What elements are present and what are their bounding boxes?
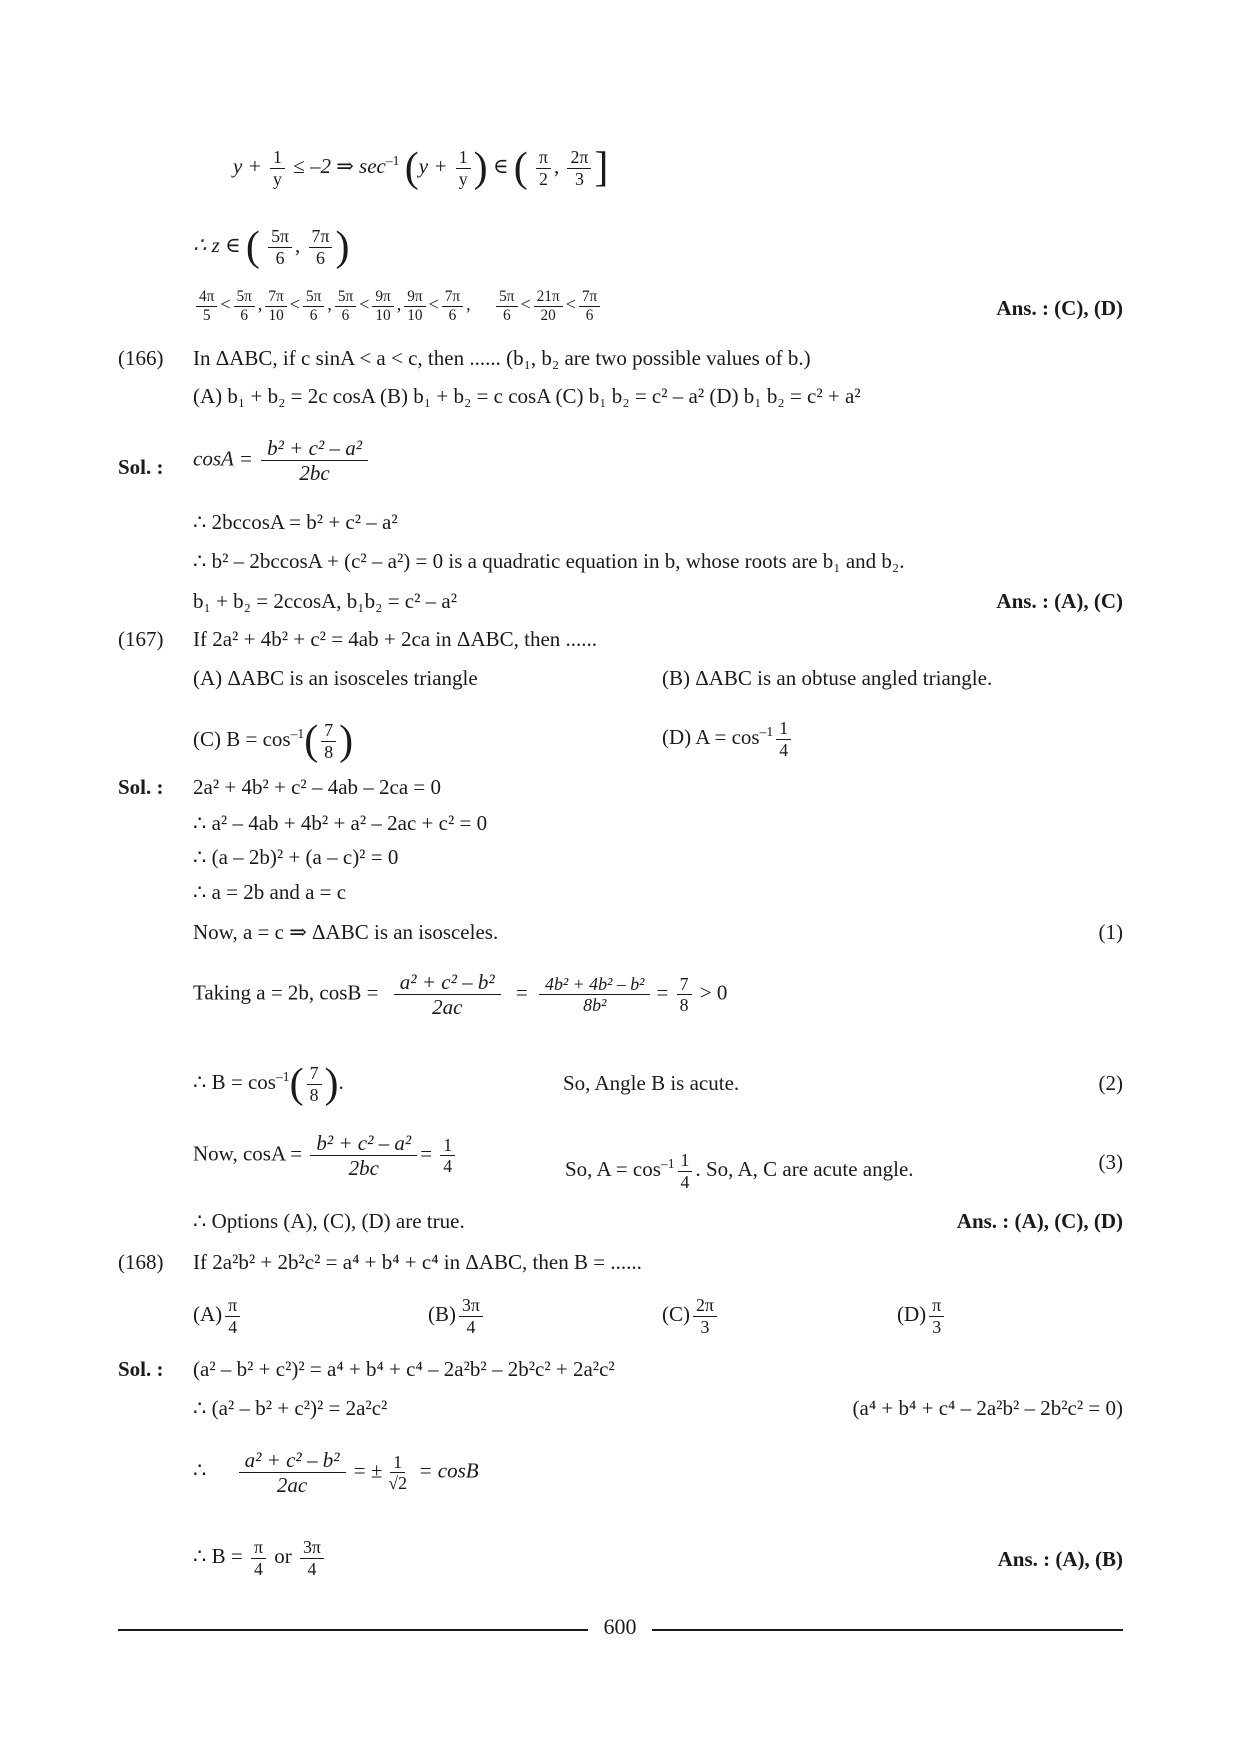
fraction: $\frac{5\pi}{6}$ [496,288,517,324]
footer-rule-left [118,1629,588,1631]
option-d: (D) $A = \cos^{-1}$ $\frac{1}{4}$ [662,718,794,760]
solution-line: Now, a = c ⇒ ΔABC is an isosceles. [193,920,499,944]
fraction: $\frac{\text{a² + c² – b²}}{2ac}$ [394,970,501,1019]
operator: < [520,294,531,315]
operator: , [466,294,494,315]
solution-label: Sol. : [118,1357,164,1381]
operator: < [289,294,300,315]
fraction: $\frac{\text{b² + c² – a²}}{2bc}$ [310,1131,417,1180]
solution-line: (a² – b² + c²)² = a⁴ + b⁴ + c⁴ – 2a²b² – 2b²c² + 2a²c² [193,1357,615,1381]
solution-line: Taking a = 2b, cosB = $\frac{\text{a² + c² – b²}}{2ac}$ = $\frac{\text{4b² + 4b² – b²}}{\text{8b²}}$ = $\frac{7}{8}$ > 0 [193,970,728,1020]
fraction: $\frac{7\pi}{10}$ [265,288,286,324]
option-d: (D) $\frac{\pi}{3}$ [897,1295,947,1337]
fraction: $\frac{3\pi}{4}$ [300,1537,324,1579]
top-line-2: ∴ z ∈ ( $\frac{5\pi}{6}$ , $\frac{7\pi}{6}$ ) [193,224,350,270]
solution-line: ∴ a = 2b and a = c [193,880,347,904]
solution-line: ∴ (a² – b² + c²)² = 2a²c² [193,1396,388,1420]
fraction: $\frac{7}{8}$ [307,1063,322,1105]
solution-line: ∴ (a – 2b)² + (a – c)² = 0 [193,845,399,869]
answer-label: Ans. : (A), (C) [996,589,1123,613]
fraction: $\frac{3\pi}{4}$ [459,1295,483,1337]
solution-line: ∴ B = $\frac{\pi}{4}$ or $\frac{3\pi}{4}$ [193,1537,327,1579]
solution-line: b₁ + b₂ = 2ccosA, b₁b₂ = c² – a² [193,589,458,613]
question-options: (A) b₁ + b₂ = 2c cosA (B) b₁ + b₂ = c cosA (C) b₁ b₂ = c² – a² (D) b₁ b₂ = c² + a² [193,384,861,408]
option-b: (B) $\frac{3\pi}{4}$ [428,1295,486,1337]
fraction: $\frac{\text{a² + c² – b²}}{2ac}$ [239,1448,346,1497]
fraction: $\frac{2\pi}{3}$ [567,147,591,189]
fraction: $\frac{9\pi}{10}$ [372,288,393,324]
option-b: (B) ΔABC is an obtuse angled triangle. [662,666,993,690]
question-number: (166) [118,346,164,370]
fraction: $\frac{4\pi}{5}$ [196,288,217,324]
top-line-1: y + $\frac{1}{y}$ ≤ –2 ⇒ $\sec^{-1} (y$ + $\frac{1}{y}$ ) ∈ ( $\frac{\pi}{2}$ , $\frac{2\pi}{3}$ ] [233,145,609,191]
fraction: $\frac{\pi}{2}$ [536,147,551,189]
question-text: If 2a²b² + 2b²c² = a⁴ + b⁴ + c⁴ in ΔABC, then B = ...... [193,1250,642,1274]
top-line-3 [193,288,603,324]
solution-line: Now, cosA = $\frac{\text{b² + c² – a²}}{2bc}$ = $\frac{1}{4}$ [193,1131,458,1180]
solution-line: 2a² + 4b² + c² – 4ab – 2ca = 0 [193,775,442,799]
equation-number: (2) [1098,1071,1123,1095]
operator: , [257,294,263,315]
fraction: $\frac{7}{8}$ [321,720,336,762]
fraction: $\frac{7\pi}{6}$ [309,226,333,268]
solution-label: Sol. : [118,775,164,799]
page-number: 600 [603,1614,637,1639]
equation-number: (3) [1098,1150,1123,1174]
solution-line: ∴ $\frac{\text{a² + c² – b²}}{2ac}$ = ± $\frac{1}{√2}$ = cosB [193,1448,479,1498]
answer-label: Ans. : (A), (B) [997,1547,1123,1571]
question-number: (167) [118,627,164,651]
fraction: $\frac{5\pi}{6}$ [335,288,356,324]
solution-line: ∴ $B = \cos^{-1}$( $\frac{7}{8}$ ). [193,1061,344,1107]
solution-line: ∴ b² – 2bccosA + (c² – a²) = 0 is a quadratic equation in b, whose roots are b₁ and b₂. [193,549,905,573]
operator: , [396,294,402,315]
fraction: $\frac{\pi}{3}$ [929,1295,944,1337]
question-number: (168) [118,1250,164,1274]
solution-line: cosA = $\frac{\text{b² + c² – a²}}{2bc}$ [193,436,371,485]
operator: < [359,294,370,315]
fraction: $\frac{7\pi}{6}$ [442,288,463,324]
expr-text: ≤ –2 ⇒ sec [293,154,386,179]
solution-line: ∴ a² – 4ab + 4b² + a² – 2ac + c² = 0 [193,811,488,835]
solution-line: So, Angle B is acute. [563,1071,740,1095]
fraction: $\frac{9\pi}{10}$ [404,288,425,324]
fraction: $\frac{1}{4}$ [678,1150,693,1192]
equation-number: (1) [1098,920,1123,944]
solution-line: ∴ 2bccosA = b² + c² – a² [193,510,398,534]
solution-label: Sol. : [118,455,164,479]
expr-text: y + [233,154,267,179]
fraction: $\frac{7\pi}{6}$ [579,288,600,324]
fraction: $\frac{21\pi}{20}$ [534,288,563,324]
question-text: If 2a² + 4b² + c² = 4ab + 2ca in ΔABC, then ...... [193,627,598,651]
fraction: $\frac{\pi}{4}$ [251,1537,266,1579]
option-a: (A) ΔABC is an isosceles triangle [193,666,478,690]
fraction: $\frac{5\pi}{6}$ [303,288,324,324]
solution-line: So, $A = \cos^{-1}$ $\frac{1}{4}$ . So, A, C are acute angle. [565,1150,914,1192]
fraction: $\frac{\text{4b² + 4b² – b²}}{\text{8b²}}$ [539,974,650,1016]
solution-note: (a⁴ + b⁴ + c⁴ – 2a²b² – 2b²c² = 0) [852,1396,1123,1420]
option-c: (C) $B = \cos^{-1}$( $\frac{7}{8}$ ) [193,718,354,764]
operator: < [565,294,576,315]
question-text: In ΔABC, if c sinA < a < c, then ...... (b₁, b₂ are two possible values of b.) [193,346,811,370]
fraction: $\frac{1}{4}$ [776,718,791,760]
option-a: (A) $\frac{\pi}{4}$ [193,1295,243,1337]
solution-line: ∴ Options (A), (C), (D) are true. [193,1209,465,1233]
fraction: $\frac{5\pi}{6}$ [268,226,292,268]
option-c: (C) $\frac{2\pi}{3}$ [662,1295,720,1337]
fraction: $\frac{1}{√2}$ [388,1451,408,1494]
fraction: $\frac{7}{8}$ [677,974,692,1016]
fraction: $\frac{5\pi}{6}$ [234,288,255,324]
fraction: $\frac{\text{b² + c² – a²}}{2bc}$ [261,436,368,485]
operator: < [428,294,439,315]
expr-text: ∴ z ∈ [193,233,246,258]
fraction: $\frac{\pi}{4}$ [225,1295,240,1337]
fraction: $\frac{1}{y}$ [456,147,471,189]
operator: , [327,294,332,315]
answer-label: Ans. : (A), (C), (D) [956,1209,1123,1233]
answer-label: Ans. : (C), (D) [996,296,1123,320]
operator: < [220,294,231,315]
fraction: $\frac{1}{y}$ [270,147,285,189]
footer-rule-right [652,1629,1123,1631]
fraction: $\frac{2\pi}{3}$ [693,1295,717,1337]
fraction: $\frac{1}{4}$ [440,1135,455,1177]
